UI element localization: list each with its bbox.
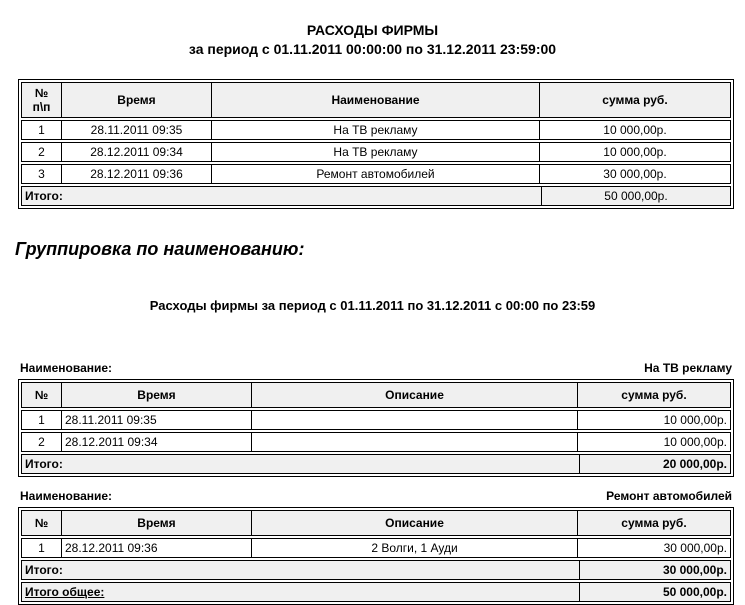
header-sum: сумма руб. xyxy=(602,92,668,107)
expenses-table xyxy=(18,79,734,209)
total-sum: 50 000,00р. xyxy=(604,188,668,203)
row-time: 28.11.2011 09:35 xyxy=(62,411,252,429)
row-num: 2 xyxy=(22,433,62,451)
table-row xyxy=(21,164,731,184)
total-label: Итого: xyxy=(22,187,542,205)
grand-total-row xyxy=(21,582,731,602)
table-total-row xyxy=(21,454,731,474)
row-time: 28.12.2011 09:36 xyxy=(62,165,212,183)
row-sum: 30 000,00р. xyxy=(663,540,727,555)
group-table-car-repair xyxy=(18,507,734,605)
total-sum: 30 000,00р. xyxy=(662,562,727,577)
table-row xyxy=(21,432,731,452)
header-sum: сумма руб. xyxy=(621,515,687,530)
report-period: за период с 01.11.2011 00:00:00 по 31.12.2011 23:59:00 xyxy=(188,41,557,57)
table-total-row xyxy=(21,560,731,580)
group-name-label: Наименование: xyxy=(20,361,113,375)
grand-total-sum: 50 000,00р. xyxy=(662,584,727,599)
table-total-row xyxy=(21,186,731,206)
grouping-heading: Группировка по наименованию: xyxy=(15,239,305,259)
total-label: Итого: xyxy=(22,561,580,579)
row-num: 2 xyxy=(22,143,62,161)
header-time: Время xyxy=(62,83,212,117)
group-name-row xyxy=(18,489,734,504)
row-num: 1 xyxy=(22,539,62,557)
group-table-tv-ads xyxy=(18,379,734,477)
row-name: На ТВ рекламу xyxy=(212,143,540,161)
table-row xyxy=(21,120,731,140)
header-time: Время xyxy=(62,511,252,535)
table-row xyxy=(21,142,731,162)
table-header-row xyxy=(21,82,731,118)
row-sum: 10 000,00р. xyxy=(663,412,727,427)
row-num: 1 xyxy=(22,121,62,139)
header-time: Время xyxy=(62,383,252,407)
table-header-row xyxy=(21,510,731,536)
total-sum: 20 000,00р. xyxy=(662,456,727,471)
row-time: 28.11.2011 09:35 xyxy=(62,121,212,139)
table-row xyxy=(21,538,731,558)
row-time: 28.12.2011 09:34 xyxy=(62,433,252,451)
group-name-label: Наименование: xyxy=(20,489,113,503)
total-label: Итого: xyxy=(22,455,580,473)
report-title: РАСХОДЫ ФИРМЫ xyxy=(306,22,439,38)
table-row xyxy=(21,410,731,430)
header-name: Наименование xyxy=(212,83,540,117)
row-sum: 30 000,00р. xyxy=(603,166,667,181)
table-header-row xyxy=(21,382,731,408)
row-sum: 10 000,00р. xyxy=(603,122,667,137)
header-num: № xyxy=(22,511,62,535)
row-num: 1 xyxy=(22,411,62,429)
row-name: Ремонт автомобилей xyxy=(212,165,540,183)
group-name-row xyxy=(18,361,734,376)
row-desc xyxy=(252,411,578,429)
header-num: № п\п xyxy=(22,83,62,117)
row-sum: 10 000,00р. xyxy=(663,434,727,449)
grand-total-label: Итого общее: xyxy=(22,583,580,601)
row-desc xyxy=(252,433,578,451)
header-sum: сумма руб. xyxy=(621,387,687,402)
group-name-value: На ТВ рекламу xyxy=(644,361,732,375)
row-num: 3 xyxy=(22,165,62,183)
row-name: На ТВ рекламу xyxy=(212,121,540,139)
row-desc: 2 Волги, 1 Ауди xyxy=(252,539,578,557)
grouping-subtitle: Расходы фирмы за период с 01.11.2011 по 31.12.2011 с 00:00 по 23:59 xyxy=(149,298,596,313)
row-time: 28.12.2011 09:36 xyxy=(62,539,252,557)
header-desc: Описание xyxy=(252,383,578,407)
header-desc: Описание xyxy=(252,511,578,535)
report-title-block xyxy=(0,0,745,59)
header-num: № xyxy=(22,383,62,407)
row-time: 28.12.2011 09:34 xyxy=(62,143,212,161)
row-sum: 10 000,00р. xyxy=(603,144,667,159)
group-name-value: Ремонт автомобилей xyxy=(606,489,732,503)
